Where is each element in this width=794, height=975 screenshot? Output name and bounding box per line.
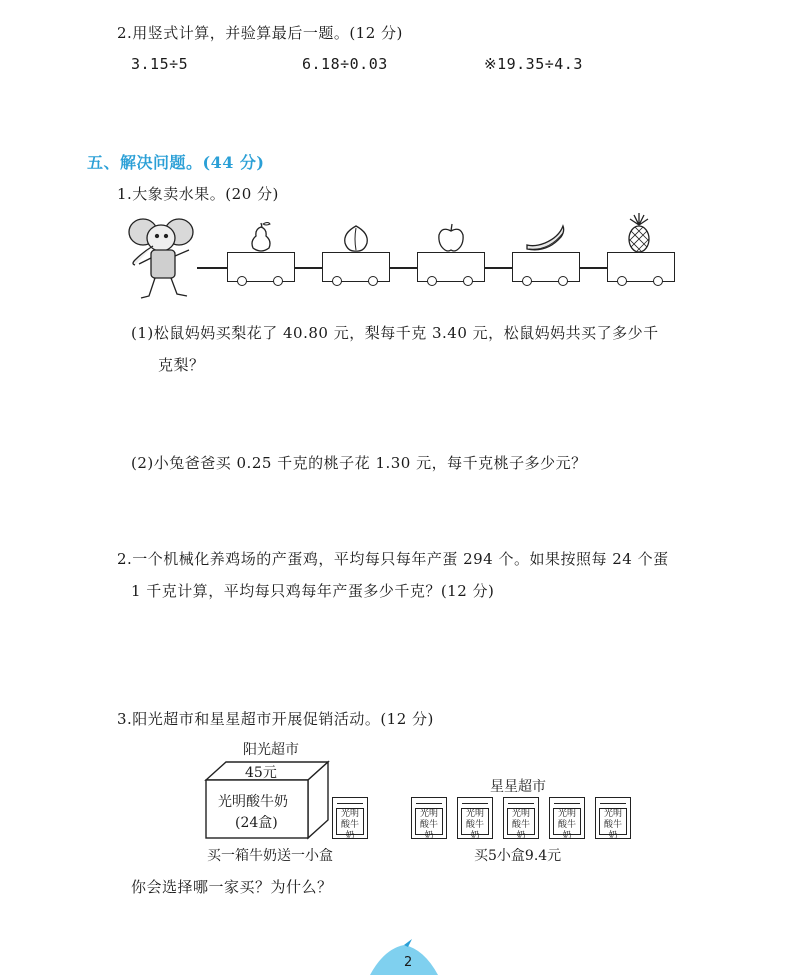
store-a-product: 光明酸牛奶 [218, 794, 288, 810]
sub-question-1-line2: 克梨？ [158, 356, 205, 374]
expr-3: ※19.35÷4.3 [484, 55, 583, 73]
question-2-line1: 2.一个机械化养鸡场的产蛋鸡，平均每只每年产蛋 294 个。如果按照每 24 个蛋 [117, 550, 669, 568]
apple-icon [436, 221, 466, 253]
section-heading: 五、解决问题。(44 分) [87, 153, 265, 172]
store-a-price: 45元 [245, 765, 277, 781]
fruit-train-illustration [125, 210, 685, 310]
question-3-title: 3.阳光超市和星星超市开展促销活动。(12 分) [117, 710, 434, 728]
small-milk-box: 光明 酸牛奶 [457, 797, 493, 839]
store-b-caption: 买5小盒9.4元 [474, 848, 562, 864]
page-number: 2 [404, 955, 413, 970]
store-a-caption: 买一箱牛奶送一小盒 [207, 848, 333, 864]
question-1-title: 1.大象卖水果。(20 分) [117, 185, 279, 203]
small-milk-box: 光明 酸牛奶 [503, 797, 539, 839]
banana-icon [523, 223, 569, 253]
sub-question-2: (2)小兔爸爸买 0.25 千克的桃子花 1.30 元，每千克桃子多少元？ [131, 454, 587, 472]
peach-icon [341, 223, 371, 253]
store-a-count: (24盒) [235, 815, 278, 831]
question-2-line2: 1 千克计算，平均每只鸡每年产蛋多少千克？(12 分) [131, 582, 495, 600]
small-milk-box: 光明 酸牛奶 [411, 797, 447, 839]
small-milk-box: 光明 酸牛奶 [549, 797, 585, 839]
expr-1: 3.15÷5 [131, 55, 189, 73]
elephant-icon [125, 210, 205, 305]
pear-icon [248, 219, 274, 253]
gift-milk-box: 光明 酸牛奶 [332, 797, 368, 839]
store-a-name: 阳光超市 [243, 742, 299, 758]
question-vertical-calc: 2.用竖式计算，并验算最后一题。(12 分) [117, 24, 403, 42]
question-3-prompt: 你会选择哪一家买？为什么？ [131, 878, 333, 896]
expr-2: 6.18÷0.03 [302, 55, 388, 73]
store-b-name: 星星超市 [490, 779, 546, 795]
sub-question-1-line1: (1)松鼠妈妈买梨花了 40.80 元，梨每千克 3.40 元，松鼠妈妈共买了多少千 [131, 324, 659, 342]
small-milk-box: 光明 酸牛奶 [595, 797, 631, 839]
pineapple-icon [624, 213, 654, 253]
